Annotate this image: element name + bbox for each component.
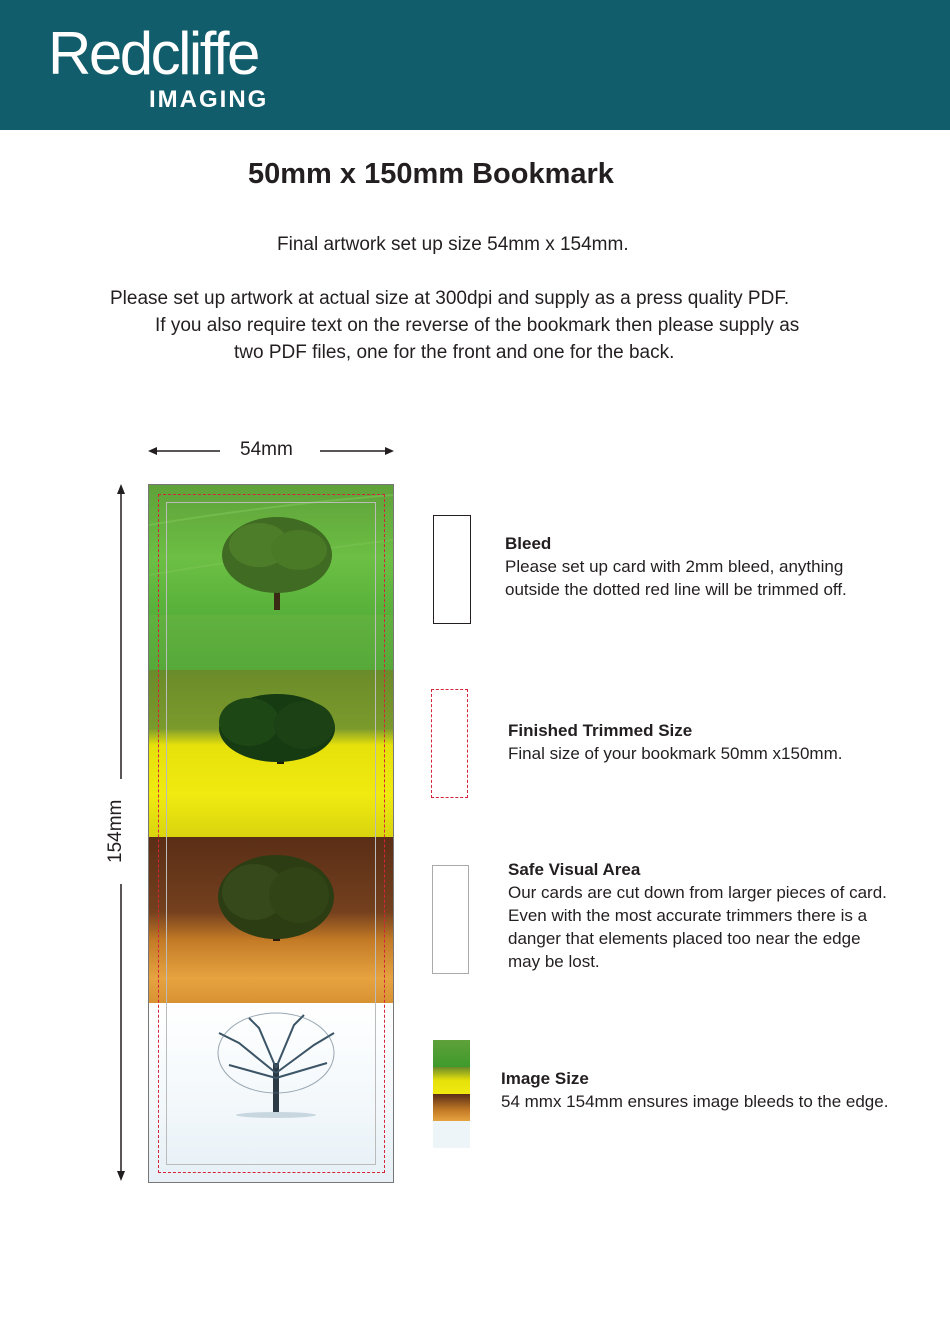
image-thumbnail-icon xyxy=(433,1040,470,1148)
trim-swatch-icon xyxy=(431,689,468,798)
safe-title: Safe Visual Area xyxy=(508,860,641,879)
brand-header xyxy=(0,0,950,130)
safe-text-1: Our cards are cut down from larger pieces of card. xyxy=(508,883,887,902)
safe-area-line xyxy=(166,502,376,1165)
instructions-line-2: If you also require text on the reverse of the bookmark then please supply as xyxy=(155,315,800,336)
safe-text-4: may be lost. xyxy=(508,952,600,971)
safe-text-3: danger that elements placed too near the edge xyxy=(508,929,861,948)
trim-title: Finished Trimmed Size xyxy=(508,721,693,740)
bleed-text-2: outside the dotted red line will be trimmed off. xyxy=(505,580,847,599)
bookmark-artwork xyxy=(148,484,394,1183)
height-label: 154mm xyxy=(105,799,126,863)
safe-text-2: Even with the most accurate trimmers there is a xyxy=(508,906,868,925)
image-title: Image Size xyxy=(501,1069,589,1088)
redcliffe-logo xyxy=(48,18,288,118)
width-label: 54mm xyxy=(240,439,293,460)
logo-subtitle: IMAGING xyxy=(149,86,269,113)
trim-text-1: Final size of your bookmark 50mm x150mm. xyxy=(508,744,843,763)
bleed-swatch-icon xyxy=(433,515,471,624)
instructions-line-1: Please set up artwork at actual size at 300dpi and supply as a press quality PDF. xyxy=(110,288,790,309)
setup-size-text: Final artwork set up size 54mm x 154mm. xyxy=(277,234,629,255)
bleed-text-1: Please set up card with 2mm bleed, anything xyxy=(505,557,844,576)
page-title: 50mm x 150mm Bookmark xyxy=(248,158,614,190)
bleed-title: Bleed xyxy=(505,534,552,553)
logo-wordmark: Redcliffe xyxy=(48,20,258,87)
instructions-line-3: two PDF files, one for the front and one for the back. xyxy=(234,342,675,363)
image-text-1: 54 mmx 154mm ensures image bleeds to the edge. xyxy=(501,1092,889,1111)
safe-swatch-icon xyxy=(432,865,469,974)
